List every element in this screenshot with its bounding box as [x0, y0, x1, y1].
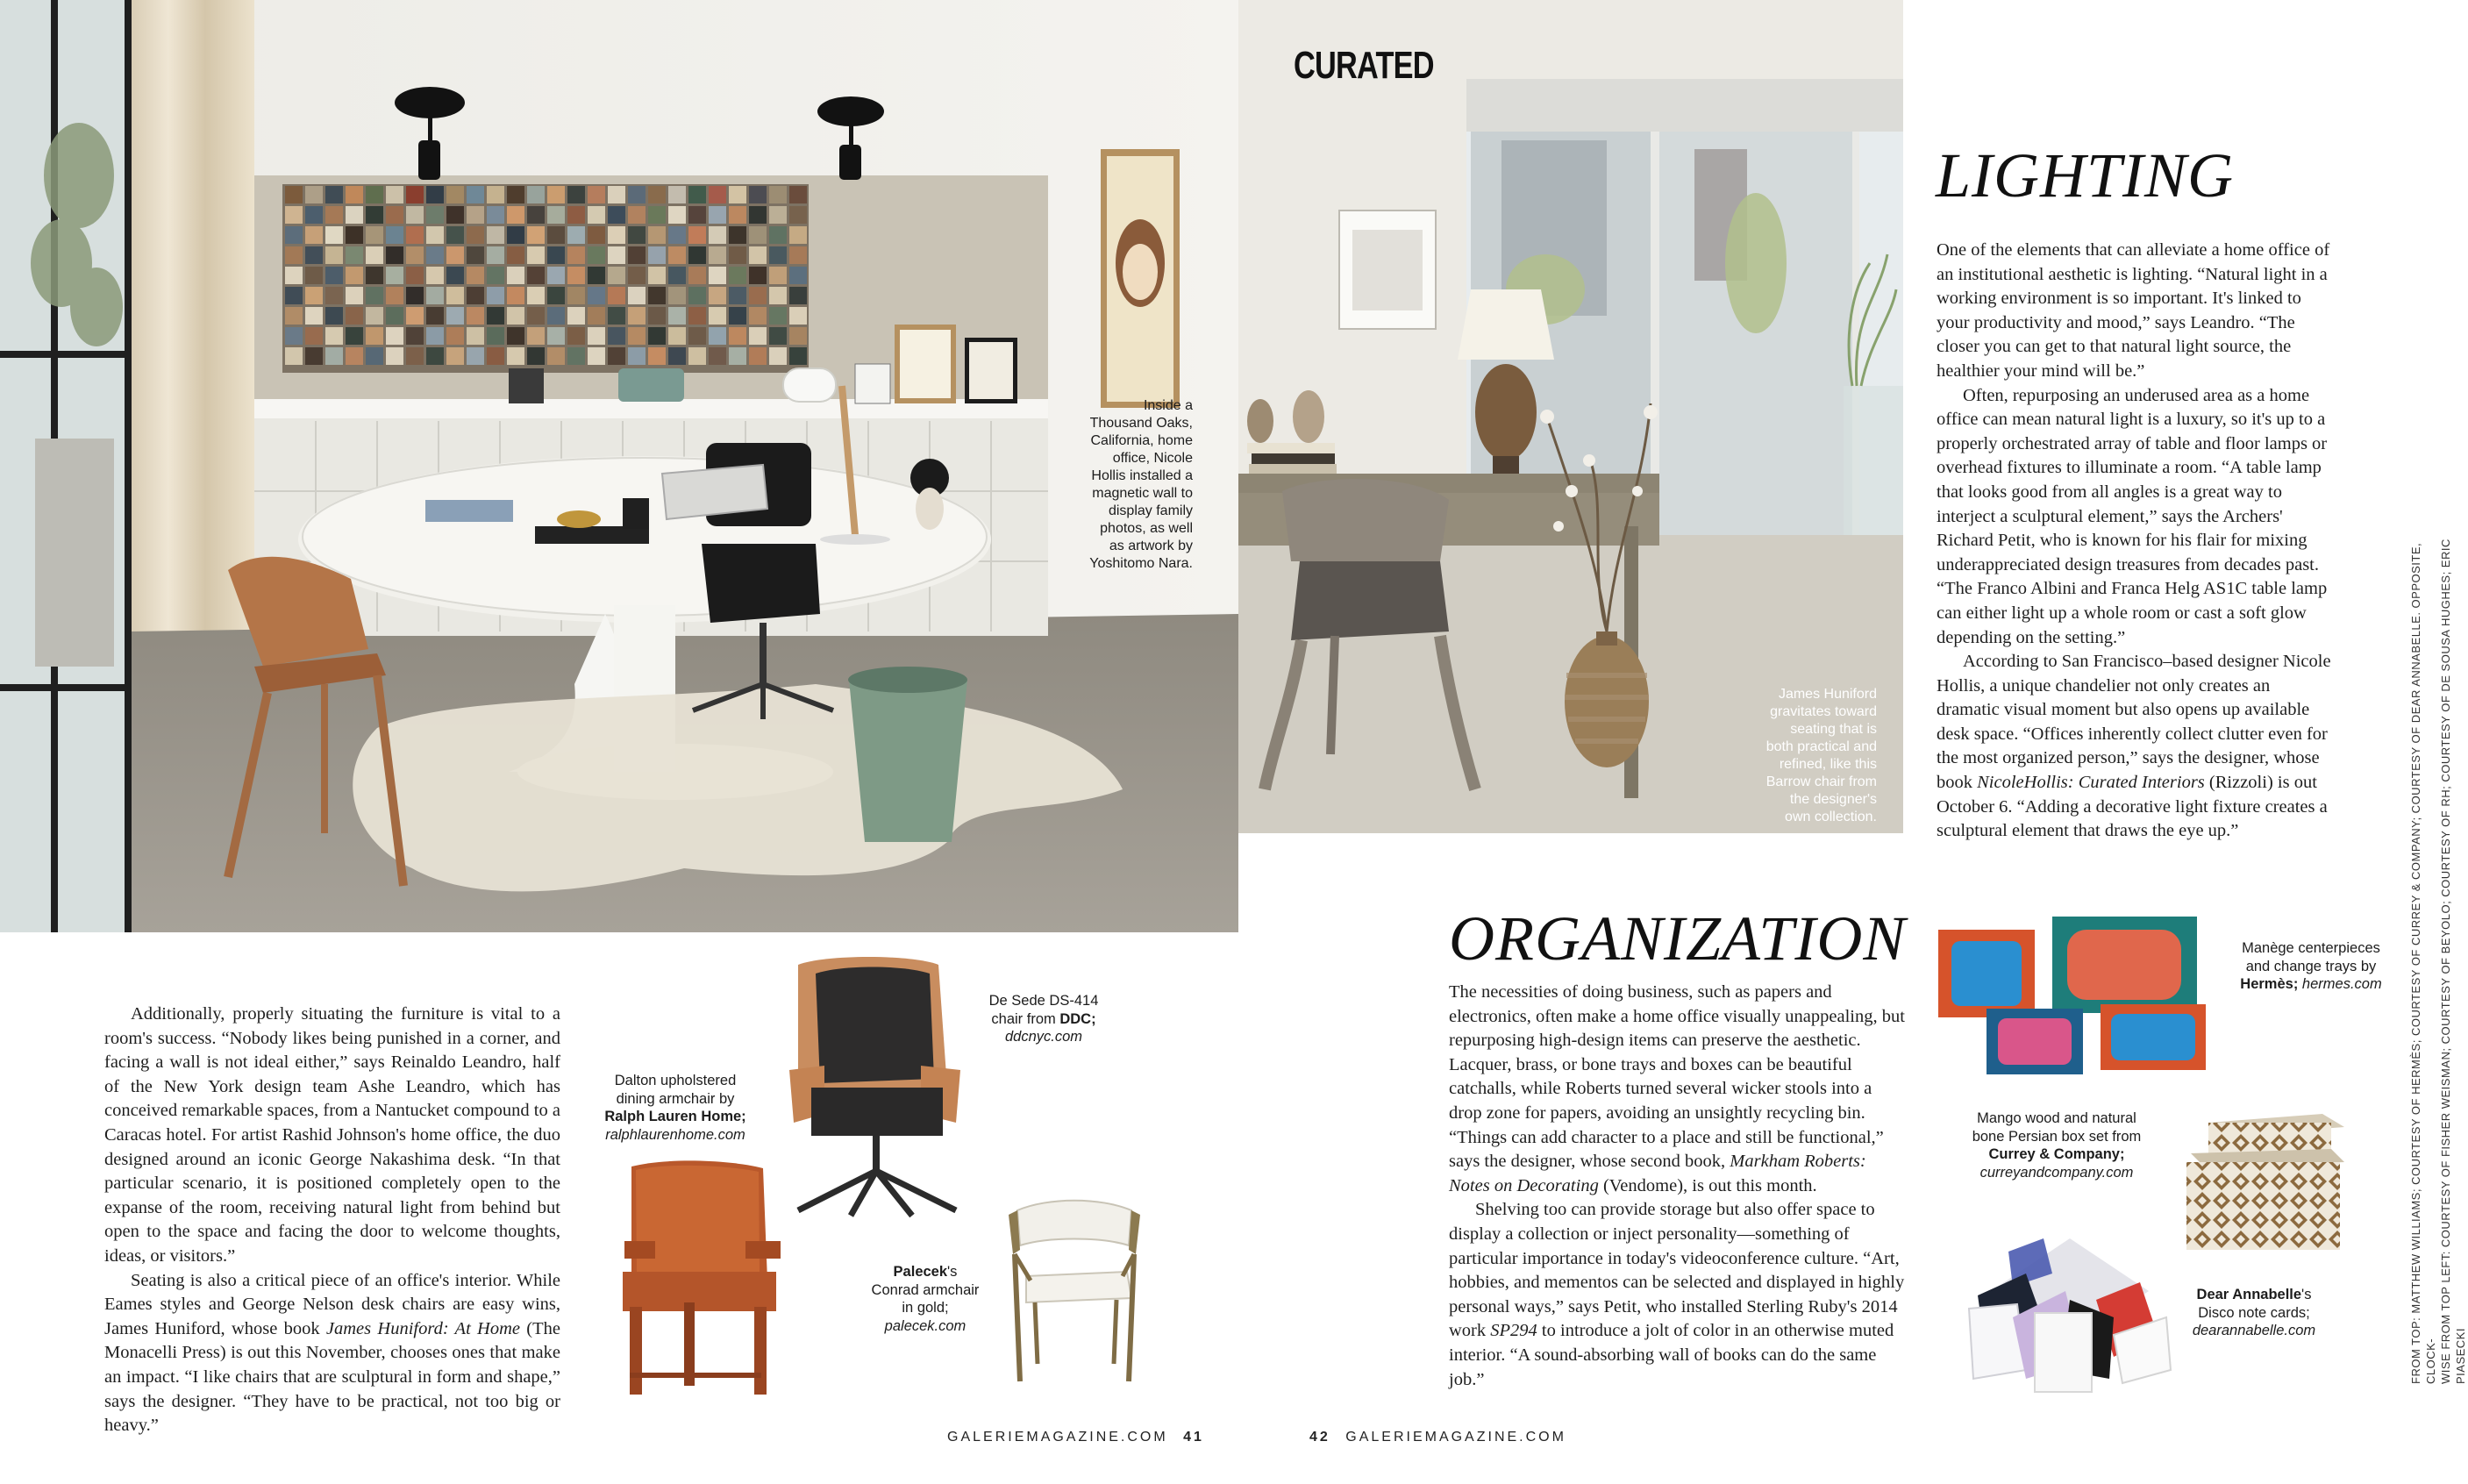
folio-site: GALERIEMAGAZINE.COM [1345, 1430, 1566, 1445]
caption-line: magnetic wall to [1092, 486, 1193, 501]
body-paragraph: The necessities of doing business, such as papers and electronics, often make a home office visually unappealing, but repurposing high-design items can preserve the aesthetic. Lacquer, brass, or bone trays and boxes can be beautiful catchalls, while Roberts turned several wicker stools into a drop zone for papers, avoiding an unsightly recycling bin. “Things can add character to a place and still be functional,” says the designer, whose second book, Markham Roberts: Notes on Decorating (Vendome), is out this month. [1449, 982, 1905, 1195]
right-photo-caption [1728, 686, 1877, 826]
desede-chair-image [772, 956, 982, 1219]
annabelle-cards-image [1965, 1212, 2175, 1396]
left-body-text [104, 1002, 560, 1438]
organization-heading: ORGANIZATION [1449, 903, 1907, 974]
left-photo-caption [1044, 397, 1193, 573]
hermes-trays-caption: Manège centerpieces and change trays by Hermès; hermes.com [2240, 940, 2382, 992]
annabelle-cards-caption: Dear Annabelle's Disco note cards; dearannabelle.com [2192, 1287, 2316, 1338]
caption-line: gravitates toward [1770, 704, 1877, 719]
caption-line: both practical and [1765, 739, 1877, 754]
folio-page-number: 42 [1309, 1430, 1330, 1445]
body-paragraph: Shelving too can provide storage but also offer space to display a collection or inject personality—something of particular importance in today's videoconference culture. “Art, hobbies, and mementos can be selected and displayed in highly personal ways,” says Petit, who installed Sterling Ruby's 2014 work SP294 to introduce a jolt of color in an otherwise muted interior. “A sound-absorbing wall of books can do the same job.” [1449, 1200, 1905, 1389]
organization-body [1449, 981, 1905, 1392]
caption-line: as artwork by [1109, 539, 1193, 553]
caption-line: the designer's [1789, 792, 1877, 807]
caption-line: own collection. [1785, 810, 1877, 824]
folio-page-number: 41 [1183, 1430, 1204, 1445]
caption-line: seating that is [1790, 722, 1877, 737]
currey-box-image [2173, 1114, 2349, 1254]
lighting-body [1937, 239, 2333, 844]
dalton-chair-image [614, 1149, 789, 1403]
body-paragraph: Seating is also a critical piece of an office's interior. While Eames styles and George Nelson desk chairs are easy wins, James Huniford, whose book James Huniford: At Home (The Monacelli Press) is out this November, chooses ones that make an impact. “I like chairs that are sculptural in form and shape,” says the designer. “They have to be practical, not too big or heavy.” [104, 1270, 560, 1436]
body-paragraph: Additionally, properly situating the furniture is vital to a room's success. “Nobody likes being punished in a corner, and facing a wall is not ideal either,” says Reinaldo Leandro, half of the New York design team Ashe Leandro, which has conceived remarkable spaces, from a Nantucket compound to a Caracas hotel. For artist Rashid Johnson's home office, the duo designed around an iconic George Nakashima desk. “In that particular scenario, it is positioned completely open to the expanse of the room, receiving natural light from behind but open to the space and facing the door to welcome thoughts, ideas, or visitors.” [104, 1004, 560, 1266]
caption-line: James Huniford [1778, 687, 1877, 702]
caption-line: Inside a [1143, 398, 1193, 413]
dalton-chair-caption: Dalton upholstered dining armchair by Ralph Lauren Home; ralphlaurenhome.com [604, 1073, 746, 1143]
hermes-trays-image [1934, 912, 2232, 1074]
caption-line: display family [1108, 503, 1193, 518]
body-paragraph: According to San Francisco–based designer Nicole Hollis, a unique chandelier not only creates an dramatic visual moment but also opens up available desk space. “Offices inherently collect clutter even for the most organized person,” says the designer, whose book NicoleHollis: Curated Interiors (Rizzoli) is out October 6. “Adding a decorative light fixture creates a sculptural element that draws the eye up.” [1937, 652, 2331, 841]
section-tag-curated: CURATED [1294, 44, 1434, 87]
caption-line: California, home [1090, 433, 1193, 448]
body-paragraph: One of the elements that can alleviate a home office of an institutional aesthetic is lighting. “Natural light in a working environment is so important. It's linked to your productivity and mood,” says Leandro. “The closer you can get to that natural light source, the healthier your mind will be.” [1937, 240, 2330, 381]
folio-site: GALERIEMAGAZINE.COM [947, 1430, 1168, 1445]
caption-line: refined, like this [1779, 757, 1877, 772]
caption-line: Thousand Oaks, [1089, 416, 1193, 431]
caption-line: office, Nicole [1112, 451, 1193, 466]
caption-line: Barrow chair from [1765, 774, 1877, 789]
body-paragraph: Often, repurposing an underused area as a home office can mean natural light is a luxury, so it's up to a properly orchestrated array of table and floor lamps or overhead fixtures to illuminate a room. “A table lamp that looks good from all angles is a great way to interject a sculptural element,” says the Archers' Richard Petit, who is known for his flair for mixing underappreciated design treasures from decades past. “The Franco Albini and Franca Helg AS1C table lamp can either light up a whole room or cast a soft glow depending on the setting.” [1937, 385, 2328, 647]
caption-line: photos, as well [1100, 521, 1193, 536]
desede-chair-caption: De Sede DS-414 chair from DDC; ddcnyc.com [988, 993, 1099, 1045]
lighting-heading: LIGHTING [1936, 140, 2235, 210]
currey-box-caption: Mango wood and natural bone Persian box set from Currey & Company; curreyandcompany.com [1972, 1110, 2142, 1181]
left-folio [947, 1430, 1204, 1445]
photo-credits: FROM TOP: MATTHEW WILLIAMS; COURTESY OF HERMÈS; COURTESY OF CURREY & COMPANY; COURTESY OF DEAR ANNABELLE. OPPOSITE, CLOCK- WISE FROM TOP LEFT: COURTESY OF FISHER WEISMAN; COURTESY OF BEYOLO; COURTESY OF RH; COURTESY OF DE SOUSA HUGHES; ERIC PIASECKI [2409, 539, 2467, 1384]
caption-line: Hollis installed a [1091, 468, 1193, 483]
palecek-chair-image [995, 1184, 1153, 1386]
caption-line: Yoshitomo Nara. [1089, 556, 1193, 571]
right-folio [1309, 1430, 1566, 1445]
palecek-chair-caption: Palecek's Conrad armchair in gold; palecek.com [871, 1264, 980, 1334]
